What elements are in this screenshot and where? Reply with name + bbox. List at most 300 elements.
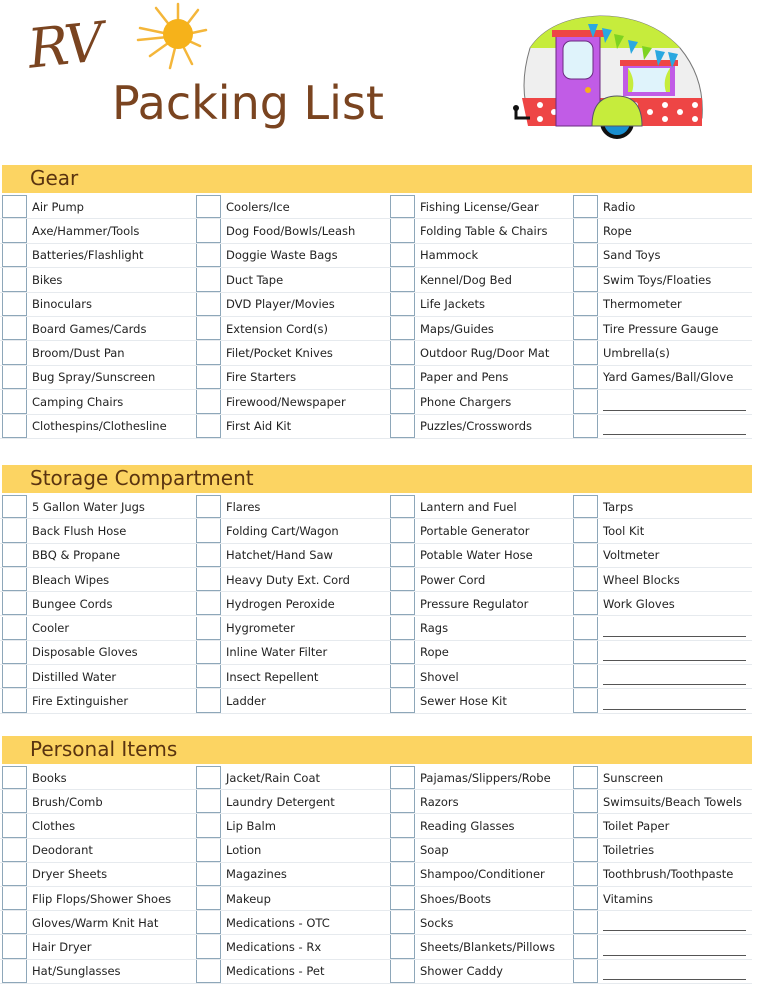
checklist-item xyxy=(2,960,196,983)
item-label: Sand Toys xyxy=(603,248,661,263)
checklist-item xyxy=(196,544,390,567)
checklist-item xyxy=(196,592,390,615)
checkbox[interactable] xyxy=(390,960,415,983)
item-label: Yard Games/Ball/Glove xyxy=(603,370,734,385)
item-label: Hygrometer xyxy=(226,621,295,636)
item-label: Gloves/Warm Knit Hat xyxy=(32,915,159,930)
checkbox[interactable] xyxy=(196,544,221,567)
checklist-item xyxy=(2,568,196,591)
checklist-item xyxy=(573,887,753,910)
checkbox[interactable] xyxy=(196,641,221,664)
checkbox[interactable] xyxy=(573,935,598,958)
checkbox[interactable] xyxy=(573,195,598,218)
checkbox[interactable] xyxy=(573,519,598,542)
item-label: Clothespins/Clothesline xyxy=(32,419,167,434)
checkbox[interactable] xyxy=(390,195,415,218)
item-label: Brush/Comb xyxy=(32,794,103,809)
item-label: Bungee Cords xyxy=(32,596,113,611)
item-label: Jacket/Rain Coat xyxy=(226,770,321,785)
checkbox[interactable] xyxy=(573,317,598,340)
checklist-item xyxy=(390,341,573,364)
item-label: BBQ & Propane xyxy=(32,548,121,563)
item-label: Folding Table & Chairs xyxy=(420,224,548,239)
checkbox[interactable] xyxy=(390,366,415,389)
checkbox[interactable] xyxy=(390,219,415,242)
item-label: Fire Extinguisher xyxy=(32,694,129,709)
checkbox[interactable] xyxy=(196,317,221,340)
checklist-item xyxy=(2,887,196,910)
table-row xyxy=(0,317,752,341)
checkbox[interactable] xyxy=(2,495,27,518)
checkbox[interactable] xyxy=(573,219,598,242)
checklist-item xyxy=(390,519,573,542)
checkbox[interactable] xyxy=(573,341,598,364)
checklist-item xyxy=(196,366,390,389)
checkbox[interactable] xyxy=(390,665,415,688)
blank-write-in-line[interactable] xyxy=(603,955,746,956)
checklist-item xyxy=(573,689,753,712)
checklist-item xyxy=(2,317,196,340)
checkbox[interactable] xyxy=(2,293,27,316)
item-label: Flip Flops/Shower Shoes xyxy=(32,891,172,906)
item-label: Doggie Waste Bags xyxy=(226,248,338,263)
table-row xyxy=(0,519,752,543)
checklist-item xyxy=(2,665,196,688)
item-label: Puzzles/Crosswords xyxy=(420,419,533,434)
checklist-item xyxy=(2,544,196,567)
table-row xyxy=(0,766,752,790)
section-header-personal xyxy=(2,736,752,764)
table-row xyxy=(0,366,752,390)
checklist-item xyxy=(390,317,573,340)
checkbox[interactable] xyxy=(196,935,221,958)
checkbox[interactable] xyxy=(573,415,598,438)
item-label: Firewood/Newspaper xyxy=(226,394,346,409)
checklist-item xyxy=(390,863,573,886)
checkbox[interactable] xyxy=(390,390,415,413)
checklist-item xyxy=(573,592,753,615)
checklist-item xyxy=(573,219,753,242)
checkbox[interactable] xyxy=(573,689,598,712)
checkbox[interactable] xyxy=(390,814,415,837)
checkbox[interactable] xyxy=(390,887,415,910)
item-label: Inline Water Filter xyxy=(226,645,328,660)
table-row xyxy=(0,887,752,911)
checkbox[interactable] xyxy=(196,592,221,615)
checklist-item xyxy=(573,641,753,664)
checklist-item xyxy=(196,519,390,542)
item-label: Back Flush Hose xyxy=(32,523,127,538)
checklist-item xyxy=(196,665,390,688)
table-row xyxy=(0,911,752,935)
checkbox[interactable] xyxy=(196,790,221,813)
checklist-item xyxy=(390,592,573,615)
item-label: Swim Toys/Floaties xyxy=(603,272,712,287)
checkbox[interactable] xyxy=(2,665,27,688)
checkbox[interactable] xyxy=(390,863,415,886)
checklist-item xyxy=(573,790,753,813)
item-label: Rope xyxy=(420,645,449,660)
item-label: Lotion xyxy=(226,843,262,858)
sun-icon xyxy=(134,0,210,72)
checklist-item xyxy=(573,665,753,688)
checkbox[interactable] xyxy=(2,415,27,438)
checkbox[interactable] xyxy=(196,244,221,267)
item-label: Dog Food/Bowls/Leash xyxy=(226,224,356,239)
item-label: Maps/Guides xyxy=(420,321,494,336)
checklist-item xyxy=(390,960,573,983)
item-label: Fire Starters xyxy=(226,370,297,385)
checkbox[interactable] xyxy=(573,495,598,518)
blank-write-in-line[interactable] xyxy=(603,709,746,710)
item-label: Phone Chargers xyxy=(420,394,512,409)
checklist-item xyxy=(196,790,390,813)
checkbox[interactable] xyxy=(573,592,598,615)
item-label: Potable Water Hose xyxy=(420,548,533,563)
checklist-item xyxy=(2,790,196,813)
item-label: Distilled Water xyxy=(32,669,117,684)
checkbox[interactable] xyxy=(196,195,221,218)
checkbox[interactable] xyxy=(196,268,221,291)
checklist-item xyxy=(196,195,390,218)
checklist-item xyxy=(196,219,390,242)
item-label: Binoculars xyxy=(32,297,92,312)
checklist-item xyxy=(390,366,573,389)
checkbox[interactable] xyxy=(390,519,415,542)
item-label: Medications - Pet xyxy=(226,964,325,979)
item-label: Toothbrush/Toothpaste xyxy=(603,867,734,882)
checkbox[interactable] xyxy=(2,519,27,542)
checkbox[interactable] xyxy=(390,341,415,364)
checkbox[interactable] xyxy=(390,935,415,958)
checkbox[interactable] xyxy=(573,887,598,910)
item-label: Shower Caddy xyxy=(420,964,503,979)
checkbox[interactable] xyxy=(390,415,415,438)
checklist-item xyxy=(573,195,753,218)
checkbox[interactable] xyxy=(573,766,598,789)
item-label: Kennel/Dog Bed xyxy=(420,272,512,287)
table-row xyxy=(0,689,752,713)
checkbox[interactable] xyxy=(196,390,221,413)
item-label: Tool Kit xyxy=(603,523,645,538)
checklist-item xyxy=(390,495,573,518)
checkbox[interactable] xyxy=(2,790,27,813)
blank-write-in-line[interactable] xyxy=(603,636,746,637)
checkbox[interactable] xyxy=(573,839,598,862)
checkbox[interactable] xyxy=(573,268,598,291)
item-label: Toiletries xyxy=(603,843,655,858)
item-label: Sunscreen xyxy=(603,770,664,785)
checkbox[interactable] xyxy=(2,544,27,567)
item-label: Medications - Rx xyxy=(226,939,322,954)
checklist-item xyxy=(573,244,753,267)
checklist-item xyxy=(390,839,573,862)
checkbox[interactable] xyxy=(573,293,598,316)
table-row xyxy=(0,839,752,863)
blank-write-in-line[interactable] xyxy=(603,930,746,931)
checkbox[interactable] xyxy=(2,244,27,267)
checklist-item xyxy=(573,814,753,837)
checklist-item xyxy=(2,293,196,316)
checklist-item xyxy=(196,887,390,910)
checkbox[interactable] xyxy=(390,268,415,291)
checklist-item xyxy=(390,244,573,267)
checkbox[interactable] xyxy=(2,839,27,862)
checklist-item xyxy=(573,935,753,958)
checkbox[interactable] xyxy=(196,766,221,789)
checkbox[interactable] xyxy=(390,790,415,813)
checkbox[interactable] xyxy=(2,911,27,934)
item-label: Filet/Pocket Knives xyxy=(226,346,333,361)
checkbox[interactable] xyxy=(390,689,415,712)
item-label: Medications - OTC xyxy=(226,915,330,930)
checkbox[interactable] xyxy=(390,911,415,934)
checkbox[interactable] xyxy=(196,689,221,712)
section-title: Personal Items xyxy=(30,737,178,761)
checkbox[interactable] xyxy=(196,519,221,542)
item-label: Ladder xyxy=(226,694,266,709)
table-row xyxy=(0,592,752,616)
checklist-item xyxy=(390,390,573,413)
checklist-item xyxy=(2,911,196,934)
checklist-item xyxy=(390,293,573,316)
item-label: Razors xyxy=(420,794,459,809)
item-label: Axe/Hammer/Tools xyxy=(32,224,140,239)
checkbox[interactable] xyxy=(2,219,27,242)
checkbox[interactable] xyxy=(573,863,598,886)
item-label: Portable Generator xyxy=(420,523,530,538)
checklist-item xyxy=(196,568,390,591)
checkbox[interactable] xyxy=(2,317,27,340)
checklist-item xyxy=(573,317,753,340)
item-label: Camping Chairs xyxy=(32,394,124,409)
checklist-item xyxy=(390,568,573,591)
checklist-item xyxy=(196,911,390,934)
item-label: Dryer Sheets xyxy=(32,867,108,882)
checkbox[interactable] xyxy=(196,568,221,591)
checkbox[interactable] xyxy=(2,689,27,712)
checklist-item xyxy=(2,268,196,291)
checklist-item xyxy=(390,544,573,567)
checkbox[interactable] xyxy=(573,960,598,983)
checkbox[interactable] xyxy=(573,814,598,837)
checkbox[interactable] xyxy=(2,960,27,983)
blank-write-in-line[interactable] xyxy=(603,434,746,435)
checkbox[interactable] xyxy=(390,293,415,316)
checkbox[interactable] xyxy=(390,641,415,664)
checkbox[interactable] xyxy=(2,366,27,389)
checkbox[interactable] xyxy=(390,244,415,267)
blank-write-in-line[interactable] xyxy=(603,979,746,980)
item-label: Fishing License/Gear xyxy=(420,199,539,214)
checkbox[interactable] xyxy=(390,568,415,591)
checkbox[interactable] xyxy=(2,766,27,789)
checklist-item xyxy=(196,317,390,340)
item-label: Sheets/Blankets/Pillows xyxy=(420,939,555,954)
checklist-item xyxy=(196,415,390,438)
checkbox[interactable] xyxy=(2,195,27,218)
checklist-item xyxy=(2,415,196,438)
checkbox[interactable] xyxy=(390,495,415,518)
checkbox[interactable] xyxy=(2,268,27,291)
checkbox[interactable] xyxy=(2,641,27,664)
checklist-item xyxy=(2,641,196,664)
item-label: Folding Cart/Wagon xyxy=(226,523,339,538)
item-label: Rope xyxy=(603,224,632,239)
checklist-item xyxy=(2,689,196,712)
item-label: Shovel xyxy=(420,669,459,684)
title-packing-list: Packing List xyxy=(112,76,384,130)
checkbox[interactable] xyxy=(573,390,598,413)
item-label: Work Gloves xyxy=(603,596,675,611)
checkbox[interactable] xyxy=(196,495,221,518)
checklist-item xyxy=(390,617,573,640)
checklist-item xyxy=(2,195,196,218)
item-label: Lip Balm xyxy=(226,818,276,833)
checkbox[interactable] xyxy=(196,887,221,910)
checklist-item xyxy=(390,887,573,910)
checkbox[interactable] xyxy=(573,911,598,934)
checkbox[interactable] xyxy=(196,839,221,862)
checkbox[interactable] xyxy=(573,568,598,591)
checkbox[interactable] xyxy=(196,665,221,688)
checkbox[interactable] xyxy=(196,617,221,640)
checkbox[interactable] xyxy=(2,592,27,615)
checkbox[interactable] xyxy=(196,341,221,364)
item-label: Disposable Gloves xyxy=(32,645,138,660)
checklist-item xyxy=(390,641,573,664)
blank-write-in-line[interactable] xyxy=(603,410,746,411)
checkbox[interactable] xyxy=(196,219,221,242)
item-label: Board Games/Cards xyxy=(32,321,147,336)
checkbox[interactable] xyxy=(573,617,598,640)
section-header-storage xyxy=(2,465,752,493)
item-label: Power Cord xyxy=(420,572,486,587)
checklist-item xyxy=(573,617,753,640)
item-label: Laundry Detergent xyxy=(226,794,335,809)
checklist-item xyxy=(196,863,390,886)
checkbox[interactable] xyxy=(390,592,415,615)
checkbox[interactable] xyxy=(573,366,598,389)
checkbox[interactable] xyxy=(196,814,221,837)
checkbox[interactable] xyxy=(573,544,598,567)
checkbox[interactable] xyxy=(196,911,221,934)
checklist-item xyxy=(196,390,390,413)
item-label: Toilet Paper xyxy=(603,818,670,833)
checklist-item xyxy=(196,341,390,364)
checklist-item xyxy=(573,519,753,542)
title-rv: RV xyxy=(24,10,105,81)
checkbox[interactable] xyxy=(390,766,415,789)
checklist-item xyxy=(573,960,753,983)
checklist-item xyxy=(2,592,196,615)
checkbox[interactable] xyxy=(2,814,27,837)
checklist-item xyxy=(196,814,390,837)
item-label: Soap xyxy=(420,843,449,858)
checklist-item xyxy=(573,495,753,518)
checkbox[interactable] xyxy=(390,544,415,567)
item-label: Cooler xyxy=(32,621,70,636)
checklist-item xyxy=(390,219,573,242)
item-label: Thermometer xyxy=(603,297,682,312)
blank-write-in-line[interactable] xyxy=(603,684,746,685)
checkbox[interactable] xyxy=(2,390,27,413)
checkbox[interactable] xyxy=(196,415,221,438)
checklist-item xyxy=(573,911,753,934)
checklist-item xyxy=(196,268,390,291)
item-label: Paper and Pens xyxy=(420,370,509,385)
checklist-item xyxy=(390,195,573,218)
table-row xyxy=(0,568,752,592)
checkbox[interactable] xyxy=(2,863,27,886)
item-label: Hatchet/Hand Saw xyxy=(226,548,333,563)
checkbox[interactable] xyxy=(196,960,221,983)
checklist-item xyxy=(2,766,196,789)
checklist-item xyxy=(573,366,753,389)
checkbox[interactable] xyxy=(196,366,221,389)
item-label: Shoes/Boots xyxy=(420,891,492,906)
item-label: Vitamins xyxy=(603,891,654,906)
item-label: Lantern and Fuel xyxy=(420,499,517,514)
item-label: Rags xyxy=(420,621,449,636)
item-label: Hammock xyxy=(420,248,479,263)
checklist-item xyxy=(196,617,390,640)
checkbox[interactable] xyxy=(2,568,27,591)
checkbox[interactable] xyxy=(2,935,27,958)
item-label: Radio xyxy=(603,199,636,214)
item-label: Bug Spray/Sunscreen xyxy=(32,370,156,385)
item-label: Batteries/Flashlight xyxy=(32,248,144,263)
checklist-item xyxy=(2,219,196,242)
section-header-gear xyxy=(2,165,752,193)
item-label: Shampoo/Conditioner xyxy=(420,867,545,882)
item-label: Makeup xyxy=(226,891,271,906)
checklist-item xyxy=(390,935,573,958)
checklist-item xyxy=(390,790,573,813)
checkbox[interactable] xyxy=(2,887,27,910)
checkbox[interactable] xyxy=(573,641,598,664)
table-row xyxy=(0,293,752,317)
item-label: Broom/Dust Pan xyxy=(32,346,125,361)
item-label: Bikes xyxy=(32,272,63,287)
checkbox[interactable] xyxy=(196,293,221,316)
checklist-item xyxy=(196,689,390,712)
checkbox[interactable] xyxy=(196,863,221,886)
item-label: Duct Tape xyxy=(226,272,284,287)
checklist-item xyxy=(196,641,390,664)
checkbox[interactable] xyxy=(573,665,598,688)
item-label: Pressure Regulator xyxy=(420,596,529,611)
checklist-item xyxy=(196,244,390,267)
checkbox[interactable] xyxy=(390,839,415,862)
blank-write-in-line[interactable] xyxy=(603,660,746,661)
checklist-item xyxy=(573,268,753,291)
checkbox[interactable] xyxy=(390,617,415,640)
item-label: Insect Repellent xyxy=(226,669,319,684)
checkbox[interactable] xyxy=(390,317,415,340)
checkbox[interactable] xyxy=(573,244,598,267)
checkbox[interactable] xyxy=(2,617,27,640)
item-label: Air Pump xyxy=(32,199,84,214)
item-label: Hydrogen Peroxide xyxy=(226,596,335,611)
checklist-item xyxy=(196,293,390,316)
checkbox[interactable] xyxy=(2,341,27,364)
checkbox[interactable] xyxy=(573,790,598,813)
title-area xyxy=(0,0,768,160)
checklist-item xyxy=(390,268,573,291)
item-label: Sewer Hose Kit xyxy=(420,694,507,709)
checklist-item xyxy=(573,390,753,413)
